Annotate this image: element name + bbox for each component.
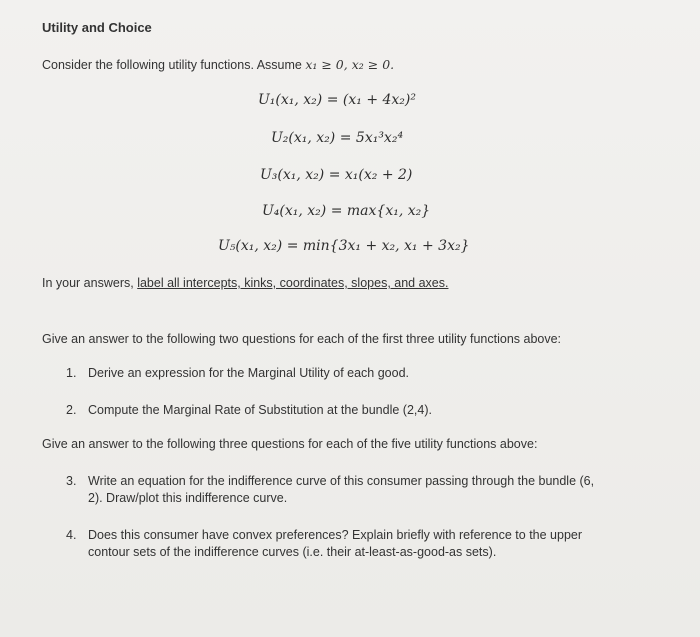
question-4-text: Does this consumer have convex preferences? Explain briefly with reference to the upper contour sets of the indifference curves (i.e. their at-least-as-good-as sets).	[88, 528, 583, 559]
question-4-number: 4.	[66, 528, 77, 542]
equation-u2-rhs: 5x₁³x₂⁴	[355, 130, 404, 146]
question-3-text: Write an equation for the indifference curve of this consumer passing through the bundle (6, 2). Draw/plot this indifference curve.	[88, 474, 595, 505]
question-2-number: 2.	[66, 403, 77, 417]
question-1-text: Derive an expression for the Marginal Utility of each good.	[88, 366, 409, 380]
equation-u2: U₂(x₁, x₂) = 5x₁³x₂⁴	[271, 130, 404, 146]
equation-u1-lhs: U₁(x₁, x₂)	[258, 92, 323, 108]
equation-u3-lhs: U₃(x₁, x₂)	[260, 167, 325, 183]
equation-u1-rhs: (x₁ + 4x₂)²	[342, 92, 416, 108]
equation-u5-rhs: min{3x₁ + x₂, x₁ + 3x₂}	[302, 238, 470, 254]
question-1-number: 1.	[66, 366, 77, 380]
question-3-number: 3.	[66, 474, 77, 488]
equation-u2-lhs: U₂(x₁, x₂)	[271, 130, 336, 146]
assumption: x₁ ≥ 0, x₂ ≥ 0.	[305, 57, 395, 72]
answers-note-underlined: label all intercepts, kinks, coordinates, slopes, and axes.	[137, 276, 449, 290]
equation-u4: U₄(x₁, x₂) = max{x₁, x₂}	[262, 203, 431, 219]
equation-u4-lhs: U₄(x₁, x₂)	[262, 203, 327, 219]
equation-u1: U₁(x₁, x₂) = (x₁ + 4x₂)²	[258, 92, 416, 108]
section-heading-all-five: Give an answer to the following three questions for each of the five utility functions above:	[42, 437, 538, 451]
answers-note	[42, 276, 448, 290]
equation-u3-rhs: x₁(x₂ + 2)	[344, 167, 413, 183]
section-heading-first-three: Give an answer to the following two questions for each of the first three utility functions above:	[42, 332, 562, 346]
intro-sentence: Consider the following utility functions. Assume	[42, 58, 306, 72]
question-2-text: Compute the Marginal Rate of Substitution at the bundle (2,4).	[88, 403, 432, 417]
equation-u5: U₅(x₁, x₂) = min{3x₁ + x₂, x₁ + 3x₂}	[218, 238, 470, 254]
equation-u5-lhs: U₅(x₁, x₂)	[218, 238, 283, 254]
equation-u4-rhs: max{x₁, x₂}	[346, 203, 431, 219]
answers-note-prefix: In your answers,	[42, 276, 138, 290]
equation-u3: U₃(x₁, x₂) = x₁(x₂ + 2)	[260, 167, 413, 183]
page-title: Utility and Choice	[42, 20, 152, 35]
intro-text	[42, 57, 394, 72]
